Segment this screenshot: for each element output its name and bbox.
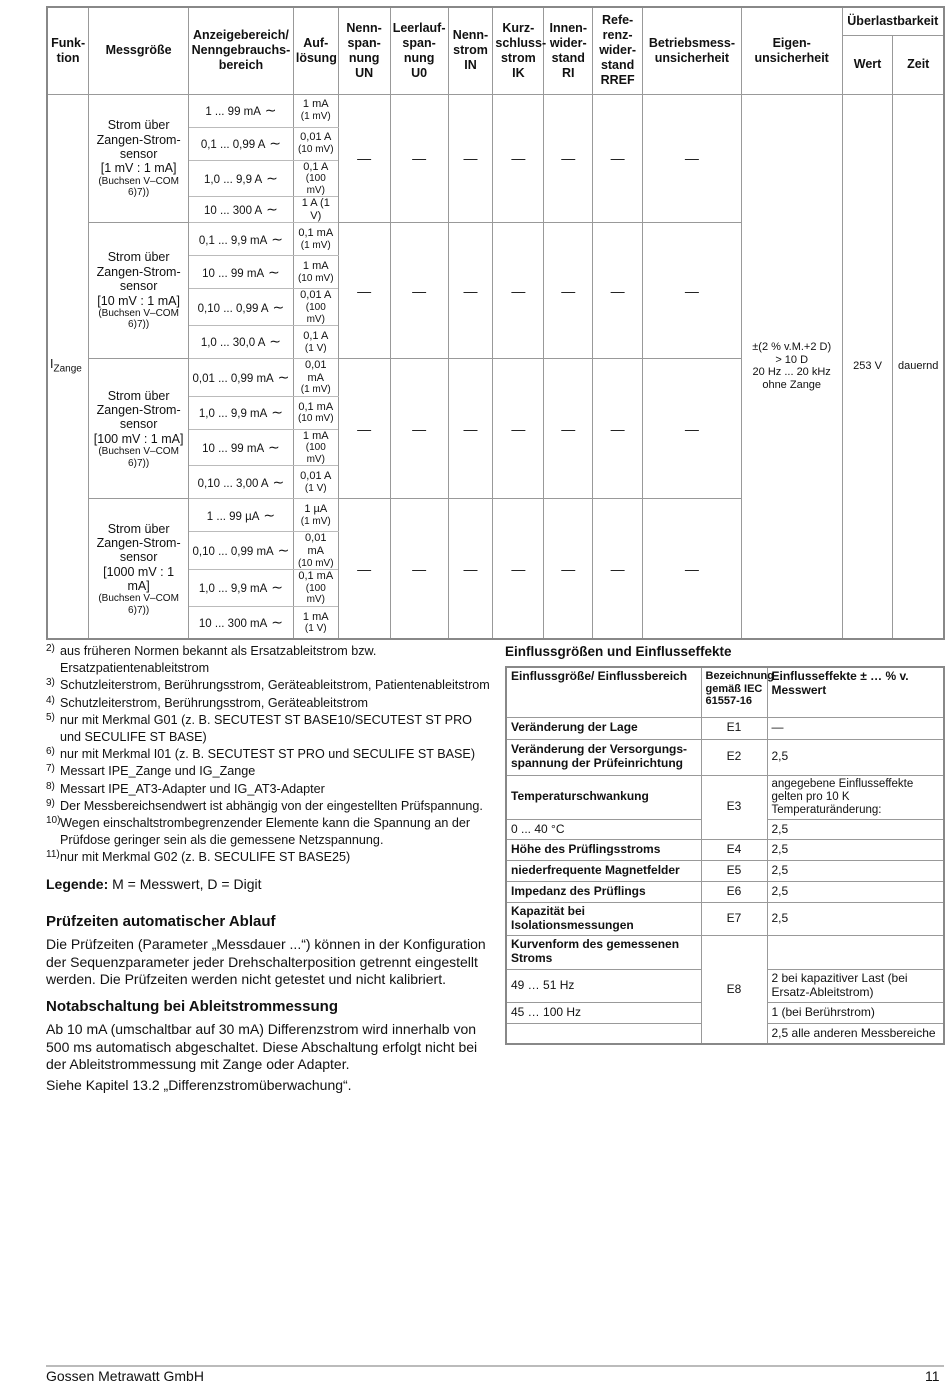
range-value: 10 ... 300 A — [204, 205, 263, 218]
resolution-value: 0,1 mA — [298, 570, 334, 583]
footnote-number: 10) — [46, 815, 61, 827]
range-cell — [189, 256, 294, 289]
resolution-value: 0,1 A — [303, 160, 329, 173]
ueberlast-wert-cell: 253 V — [842, 94, 893, 639]
range-cell — [189, 606, 294, 639]
footnote-number: 11) — [46, 849, 60, 861]
resolution-value: 0,01 mA — [305, 359, 327, 384]
footnote — [46, 798, 496, 815]
row-versorgung-label: Veränderung der Versorgungs-spannung der Prüfeinrichtung — [506, 739, 701, 775]
messgroesse-line: Zangen-Strom- — [96, 264, 181, 279]
resolution-cell — [293, 223, 338, 256]
footnote-text: Messart IPE_Zange und IG_Zange — [60, 764, 256, 779]
range-value: 1 ... 99 mA — [205, 105, 261, 118]
notabschaltung-text: Ab 10 mA (umschaltbar auf 30 mA) Differenzstrom wird innerhalb von 500 ms automatisch abgeschaltet. Diese Abschaltung erfolgt nicht bei der Ableitstrommessung mit Zange oder Adapter. — [46, 1021, 478, 1072]
resolution-cell — [293, 94, 338, 127]
header-zeit: Zeit — [893, 35, 944, 94]
footnote — [46, 815, 496, 849]
ac-tilde-icon: ∼ — [267, 614, 283, 631]
row-strom-label: Höhe des Prüflingsstroms — [506, 840, 701, 861]
header-nennspannung: Nenn-span-nung UN — [338, 7, 390, 94]
resolution-value: 0,01 A — [300, 470, 332, 483]
funktion-subscript: Zange — [53, 363, 82, 375]
pruefzeiten-text: Die Prüfzeiten (Parameter „Messdauer ...“) können in der Konfiguration der Sequenzparameter jeder Drehschalterposition getrennt eingestellt werden. Die Prüfzeiten werden nicht getestet und nicht kalibriert. — [46, 936, 486, 987]
footnote-number: 2) — [46, 643, 55, 654]
header-ueberlastbarkeit: Überlastbarkeit — [842, 7, 944, 35]
resolution-voltage: (10 mV) — [297, 557, 334, 569]
resolution-value: 0,01 A — [300, 289, 332, 302]
empty-dash-cell: — — [493, 223, 544, 359]
pruefzeiten-title: Prüfzeiten automatischer Ablauf — [46, 913, 276, 930]
range-cell — [189, 223, 294, 256]
notabschaltung-ref: Siehe Kapitel 13.2 „Differenzstromüberwachung“. — [46, 1077, 352, 1093]
range-value: 1,0 ... 9,9 A — [204, 173, 263, 186]
range-cell — [189, 570, 294, 607]
resolution-value: 0,01 mA — [305, 532, 327, 558]
resolution-voltage: (1 mV) — [300, 111, 331, 123]
empty-dash-cell: — — [390, 499, 448, 639]
empty-dash-cell: — — [544, 223, 593, 359]
ac-tilde-icon: ∼ — [264, 439, 280, 456]
empty-dash-cell: — — [338, 499, 390, 639]
row-lage-value: — — [767, 717, 944, 739]
range-value: 10 ... 300 mA — [198, 618, 268, 631]
resolution-value: 1 mA — [302, 610, 329, 623]
empty-dash-cell: — — [390, 94, 448, 223]
messgroesse-line: Zangen-Strom- — [96, 535, 181, 550]
row-impedanz-code: E6 — [701, 882, 767, 903]
footnote-text: Schutzleiterstrom, Berührungsstrom, Geräteableitstrom — [60, 695, 368, 710]
footnote — [46, 695, 496, 712]
empty-dash-cell: — — [643, 499, 742, 639]
header-betriebsmessunsicherheit: Betriebsmess-unsicherheit — [643, 7, 742, 94]
range-cell — [189, 359, 294, 397]
footnote — [46, 849, 496, 866]
footnote-text: Schutzleiterstrom, Berührungsstrom, Geräteableitstrom, Patientenableitstrom — [60, 678, 490, 693]
row-temp-range-value: 2,5 — [767, 820, 944, 840]
footnote-text: nur mit Merkmal G02 (z. B. SECULIFE ST BASE25) — [60, 850, 351, 865]
header-kurzschlussstrom: Kurz-schluss-strom IK — [493, 7, 544, 94]
resolution-voltage: (100 mV) — [305, 173, 326, 196]
funktion-symbol: I — [50, 357, 54, 372]
table-row — [47, 94, 944, 127]
resolution-cell — [293, 359, 338, 397]
footnote — [46, 643, 496, 677]
range-value: 10 ... 99 mA — [202, 267, 265, 280]
einfluss-head-bezeichnung: Bezeichnung gemäß IEC 61557-16 — [701, 667, 767, 717]
resolution-voltage: (1 V) — [304, 483, 327, 495]
empty-dash-cell: — — [493, 499, 544, 639]
measurement-spec-table — [46, 6, 945, 640]
row-temp-value: angegebene Einflusseffekte gelten pro 10 K Temperaturänderung: — [767, 775, 944, 820]
row-lage-label: Veränderung der Lage — [506, 717, 701, 739]
resolution-voltage: (100 mV) — [305, 582, 326, 606]
messgroesse-line: Zangen-Strom- — [96, 132, 181, 147]
page-number: 11 — [925, 1368, 940, 1384]
legend-label: Legende: — [46, 876, 109, 892]
resolution-voltage: (10 mV) — [297, 413, 334, 425]
resolution-voltage: (1 mV) — [300, 516, 331, 528]
ac-tilde-icon: ∼ — [267, 404, 283, 421]
header-anzeigebereich: Anzeigebereich/ Nenngebrauchs-bereich — [189, 7, 294, 94]
header-wert: Wert — [842, 35, 893, 94]
footnote-number: 6) — [46, 746, 55, 758]
header-eigenunsicherheit: Eigen-unsicherheit — [741, 7, 842, 94]
ac-tilde-icon: ∼ — [264, 263, 280, 280]
resolution-value: 1 mA — [302, 260, 329, 273]
empty-dash-cell: — — [338, 359, 390, 499]
einfluss-head-effekte: Einflusseffekte ± … % v. Messwert — [767, 667, 944, 717]
resolution-value: 1 µA — [304, 503, 328, 516]
resolution-cell — [293, 429, 338, 466]
range-value: 0,10 ... 0,99 A — [197, 302, 269, 315]
range-value: 0,1 ... 0,99 A — [200, 138, 266, 151]
empty-dash-cell: — — [593, 223, 643, 359]
resolution-value: 1 mA — [302, 429, 329, 442]
empty-dash-cell: — — [493, 359, 544, 499]
empty-dash-cell: — — [448, 94, 493, 223]
row-temp-range-label: 0 ... 40 °C — [506, 820, 701, 840]
empty-dash-cell: — — [390, 359, 448, 499]
funktion-cell — [47, 94, 89, 639]
empty-dash-cell: — — [593, 359, 643, 499]
resolution-cell — [293, 466, 338, 499]
resolution-cell — [293, 396, 338, 429]
footnote-text: Messart IPE_AT3-Adapter und IG_AT3-Adapter — [60, 781, 325, 796]
row-impedanz-label: Impedanz des Prüflings — [506, 882, 701, 903]
empty-dash-cell: — — [643, 223, 742, 359]
ac-tilde-icon: ∼ — [260, 101, 277, 118]
row-kapazitaet-label: Kapazität bei Isolationsmessungen — [506, 903, 701, 936]
messgroesse-cell — [89, 223, 189, 359]
resolution-cell — [293, 256, 338, 289]
empty-dash-cell: — — [338, 94, 390, 223]
row-magnet-value: 2,5 — [767, 861, 944, 882]
resolution-value: 1 mA — [302, 98, 329, 111]
footnote — [46, 781, 496, 798]
resolution-value: 0,1 mA — [298, 227, 334, 240]
resolution-value: 0,01 A — [300, 131, 332, 144]
resolution-voltage: (1 V) — [304, 623, 327, 635]
resolution-voltage: (10 mV) — [297, 272, 334, 284]
empty-dash-cell: — — [544, 94, 593, 223]
resolution-value: 0,1 mA — [298, 400, 334, 413]
messgroesse-line: Strom über — [107, 118, 170, 133]
header-aufloesung: Auf-lösung — [293, 7, 338, 94]
resolution-cell — [293, 160, 338, 197]
resolution-cell — [293, 570, 338, 607]
row-magnet-code: E5 — [701, 861, 767, 882]
resolution-voltage: (1 mV) — [300, 239, 331, 251]
ac-tilde-icon: ∼ — [273, 368, 290, 385]
footnote — [46, 677, 496, 694]
ac-tilde-icon: ∼ — [262, 169, 278, 186]
footnote — [46, 746, 496, 763]
ac-tilde-icon: ∼ — [259, 506, 276, 523]
empty-dash-cell: — — [593, 499, 643, 639]
messgroesse-line: Strom über — [107, 250, 170, 265]
messgroesse-cell — [89, 359, 189, 499]
empty-dash-cell: — — [448, 223, 493, 359]
range-cell — [189, 289, 294, 326]
row-lage-code: E1 — [701, 717, 767, 739]
resolution-value: 0,1 A — [303, 329, 329, 342]
range-cell — [189, 94, 294, 127]
resolution-cell — [293, 532, 338, 570]
resolution-voltage: (10 mV) — [297, 144, 334, 156]
row-kurve-a-value: 2 bei kapazitiver Last (bei Ersatz-Ableitstrom) — [767, 969, 944, 1002]
footnote-text: nur mit Merkmal I01 (z. B. SECUTEST ST PRO und SECULIFE ST BASE) — [60, 747, 476, 762]
resolution-value: 1 A (1 V) — [301, 197, 330, 222]
messgroesse-line: sensor — [119, 417, 158, 432]
main-table-body — [47, 94, 944, 639]
messgroesse-cell — [89, 499, 189, 639]
legend — [46, 876, 262, 892]
eigenunsicherheit-line: 20 Hz ... 20 kHz — [752, 366, 831, 379]
row-kurve-code: E8 — [701, 935, 767, 1044]
range-cell — [189, 532, 294, 570]
header-leerlaufspannung: Leerlauf-span-nung U0 — [390, 7, 448, 94]
empty-dash-cell: — — [390, 223, 448, 359]
empty-dash-cell: — — [643, 359, 742, 499]
range-cell — [189, 466, 294, 499]
einfluss-table — [505, 666, 945, 1045]
messgroesse-line: sensor — [119, 550, 158, 565]
notabschaltung-title: Notabschaltung bei Ableitstrommessung — [46, 998, 338, 1015]
eigenunsicherheit-line: ±(2 % v.M.+2 D) — [752, 341, 832, 354]
range-value: 10 ... 99 mA — [202, 443, 265, 456]
resolution-cell — [293, 289, 338, 326]
ueberlast-zeit-cell: dauernd — [893, 94, 944, 639]
buchsen-note: (Buchsen V–COM 6)7)) — [98, 175, 179, 199]
header-messgroesse: Messgröße — [89, 7, 189, 94]
resolution-cell — [293, 197, 338, 223]
messgroesse-line: [10 mV : 1 mA] — [97, 293, 180, 308]
footnote-number: 3) — [46, 677, 55, 689]
empty-dash-cell: — — [493, 94, 544, 223]
resolution-cell — [293, 499, 338, 532]
einfluss-head-groesse: Einflussgröße/ Einflussbereich — [506, 667, 701, 717]
range-value: 0,01 ... 0,99 mA — [192, 372, 274, 385]
messgroesse-line: [1 mV : 1 mA] — [100, 161, 177, 176]
row-temp-label: Temperaturschwankung — [506, 775, 701, 820]
ac-tilde-icon: ∼ — [267, 579, 283, 596]
footnote-number: 7) — [46, 763, 55, 775]
buchsen-note: (Buchsen V–COM 6)7)) — [98, 446, 179, 469]
footnote-number: 9) — [46, 797, 55, 809]
resolution-voltage: (100 mV) — [305, 442, 326, 465]
footnote-number: 4) — [46, 694, 55, 706]
range-value: 1,0 ... 30,0 A — [200, 337, 266, 350]
ac-tilde-icon: ∼ — [265, 333, 282, 350]
messgroesse-line: [1000 mV : 1 mA] — [103, 564, 175, 593]
resolution-cell — [293, 326, 338, 359]
footnotes — [46, 643, 496, 867]
ac-tilde-icon: ∼ — [273, 542, 290, 559]
footer-divider — [46, 1365, 944, 1367]
messgroesse-cell — [89, 94, 189, 223]
messgroesse-line: [100 mV : 1 mA] — [93, 431, 184, 446]
empty-dash-cell: — — [448, 359, 493, 499]
empty-dash-cell: — — [544, 499, 593, 639]
row-kurve-b-label: 45 … 100 Hz — [506, 1002, 701, 1023]
row-kurve-c-value: 2,5 alle anderen Messbereiche — [767, 1023, 944, 1044]
buchsen-note: (Buchsen V–COM 6)7)) — [98, 593, 179, 616]
range-cell — [189, 396, 294, 429]
header-referenzwiderstand: Refe-renz-wider-stand RREF — [593, 7, 643, 94]
range-cell — [189, 499, 294, 532]
range-cell — [189, 326, 294, 359]
footnote-text: Der Messbereichsendwert ist abhängig von der eingestellten Prüfspannung. — [60, 798, 483, 813]
empty-dash-cell: — — [448, 499, 493, 639]
empty-dash-cell: — — [643, 94, 742, 223]
resolution-cell — [293, 127, 338, 160]
range-cell — [189, 127, 294, 160]
empty-dash-cell: — — [593, 94, 643, 223]
row-magnet-label: niederfrequente Magnetfelder — [506, 861, 701, 882]
messgroesse-line: Zangen-Strom- — [96, 402, 181, 417]
footnote-text: Wegen einschaltstrombegrenzender Elemente kann die Spannung an der Prüfdose geringer sein als die gemessene Netzspannung. — [60, 816, 471, 848]
messgroesse-line: Strom über — [107, 521, 170, 536]
range-value: 1,0 ... 9,9 mA — [198, 408, 268, 421]
header-funktion: Funk-tion — [47, 7, 89, 94]
row-kapazitaet-value: 2,5 — [767, 903, 944, 936]
ac-tilde-icon: ∼ — [265, 134, 282, 151]
footnote-number: 5) — [46, 711, 55, 723]
legend-text: M = Messwert, D = Digit — [112, 876, 262, 892]
row-versorgung-value: 2,5 — [767, 739, 944, 775]
row-kapazitaet-code: E7 — [701, 903, 767, 936]
range-value: 1 ... 99 µA — [206, 510, 260, 523]
row-kurve-c-label — [506, 1023, 701, 1044]
ac-tilde-icon: ∼ — [268, 298, 285, 315]
range-cell — [189, 197, 294, 223]
resolution-voltage: (1 mV) — [300, 384, 331, 396]
messgroesse-line: Strom über — [107, 388, 170, 403]
range-value: 1,0 ... 9,9 mA — [198, 583, 268, 596]
ac-tilde-icon: ∼ — [267, 230, 283, 247]
range-value: 0,1 ... 9,9 mA — [198, 234, 268, 247]
ac-tilde-icon: ∼ — [268, 473, 285, 490]
row-kurve-label: Kurvenform des gemessenen Stroms — [506, 935, 701, 969]
row-strom-value: 2,5 — [767, 840, 944, 861]
empty-dash-cell: — — [544, 359, 593, 499]
einfluss-title: Einflussgrößen und Einflusseffekte — [505, 644, 732, 659]
range-value: 0,10 ... 3,00 A — [197, 477, 269, 490]
footnote-text: aus früheren Normen bekannt als Ersatzableitstrom bzw. Ersatzpatientenableitstrom — [60, 644, 377, 676]
resolution-voltage: (100 mV) — [305, 302, 326, 325]
range-cell — [189, 429, 294, 466]
footer-company: Gossen Metrawatt GmbH — [46, 1368, 204, 1384]
header-innenwiderstand: Innen-wider-stand RI — [544, 7, 593, 94]
row-versorgung-code: E2 — [701, 739, 767, 775]
range-cell — [189, 160, 294, 197]
resolution-voltage: (1 V) — [304, 342, 327, 354]
buchsen-note: (Buchsen V–COM 6)7)) — [98, 307, 179, 331]
row-temp-code: E3 — [701, 775, 767, 840]
eigenunsicherheit-line: > 10 D — [775, 353, 809, 366]
footnote-number: 8) — [46, 780, 55, 792]
row-strom-code: E4 — [701, 840, 767, 861]
row-kurve-a-label: 49 … 51 Hz — [506, 969, 701, 1002]
eigenunsicherheit-line: ohne Zange — [762, 379, 822, 392]
range-value: 0,10 ... 0,99 mA — [192, 546, 274, 559]
row-impedanz-value: 2,5 — [767, 882, 944, 903]
resolution-cell — [293, 606, 338, 639]
row-kurve-b-value: 1 (bei Berührstrom) — [767, 1002, 944, 1023]
messgroesse-line: sensor — [119, 146, 158, 161]
footnote — [46, 763, 496, 780]
footnote — [46, 712, 496, 746]
eigenunsicherheit-cell — [741, 94, 842, 639]
empty-dash-cell: — — [338, 223, 390, 359]
messgroesse-line: sensor — [119, 279, 158, 294]
ac-tilde-icon: ∼ — [262, 201, 278, 218]
header-nennstrom: Nenn-strom IN — [448, 7, 493, 94]
footnote-text: nur mit Merkmal G01 (z. B. SECUTEST ST BASE10/SECUTEST ST PRO und SECULIFE ST BASE) — [60, 712, 472, 745]
